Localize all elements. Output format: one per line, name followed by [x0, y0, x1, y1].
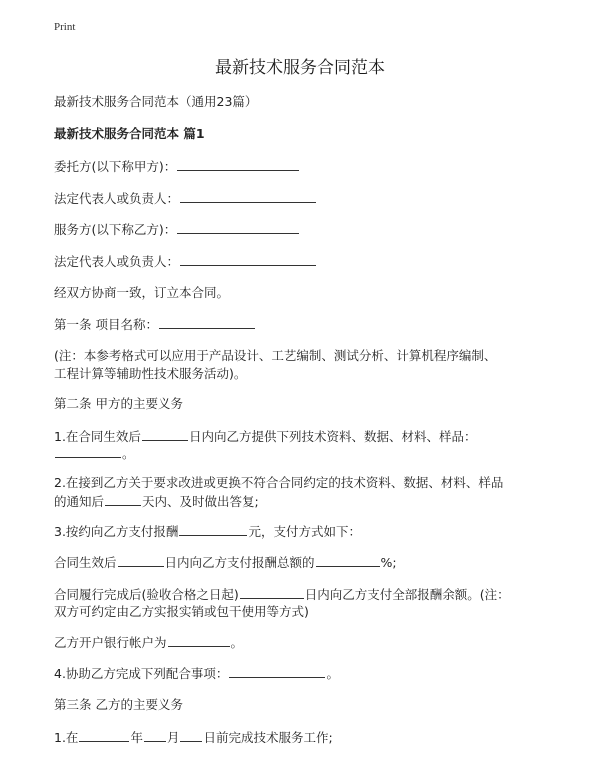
client-label: 委托方(以下称甲方)： — [54, 159, 177, 174]
item2-line-1: 2.在接到乙方关于要求改进或更换不符合合同约定的技术资料、数据、材料、样品 — [54, 475, 504, 490]
project-name-blank — [159, 315, 255, 329]
agreement-text: 经双方协商一致，订立本合同。 — [54, 285, 230, 300]
year-blank — [79, 728, 129, 742]
item4-end: 。 — [326, 666, 339, 681]
item3-row — [54, 522, 361, 540]
payment2-text-b: 日内向乙方支付全部报酬余额。(注： — [304, 587, 510, 602]
item4-row — [54, 664, 339, 682]
article3-heading: 第三条 乙方的主要义务 — [54, 697, 183, 712]
item1-row — [54, 427, 476, 445]
payment1-text-a: 合同生效后 — [54, 555, 117, 570]
provider-rep-label: 法定代表人或负责人： — [54, 254, 180, 269]
client-rep-label: 法定代表人或负责人： — [54, 191, 180, 206]
article1-label: 第一条 项目名称： — [54, 317, 158, 332]
bank-row — [54, 633, 243, 651]
provider-rep-blank — [180, 252, 316, 266]
item2-text-c: 天内、及时做出答复; — [142, 494, 259, 509]
document-title: 最新技术服务合同范本 — [215, 58, 385, 78]
client-field-row — [54, 157, 300, 175]
item1-text-b: 日内向乙方提供下列技术资料、数据、材料、样品： — [188, 429, 477, 444]
note-line-2: 工程计算等辅助性技术服务活动)。 — [54, 366, 247, 381]
item1-continuation — [54, 444, 135, 462]
deadline-text-a: 1.在 — [54, 730, 79, 745]
item1-materials-blank — [55, 444, 121, 458]
item4-blank — [229, 664, 325, 678]
deadline-row — [54, 728, 333, 746]
payment2-text-a: 合同履行完成后(验收合格之日起) — [54, 587, 239, 602]
payment1-text-b: 日内向乙方支付报酬总额的 — [164, 555, 315, 570]
item1-text-a: 1.在合同生效后 — [54, 429, 141, 444]
provider-field-row — [54, 220, 300, 238]
item2-text-b: 的通知后 — [54, 494, 105, 509]
bank-end: 。 — [230, 635, 244, 650]
payment1-percent-blank — [316, 553, 380, 567]
document-subtitle: 最新技术服务合同范本（通用23篇） — [54, 94, 258, 109]
client-rep-field-row — [54, 189, 317, 207]
month-label: 月 — [166, 730, 180, 745]
year-label: 年 — [130, 730, 143, 745]
item3-amount-blank — [179, 522, 247, 536]
note-line-1: (注：本参考格式可以应用于产品设计、工艺编制、测试分析、计算机程序编制、 — [54, 348, 497, 363]
item2-line-2 — [54, 492, 259, 510]
article1-row — [54, 315, 256, 333]
payment1-text-c: %; — [380, 555, 397, 570]
article2-heading: 第二条 甲方的主要义务 — [54, 396, 183, 411]
client-blank — [177, 157, 299, 171]
bank-label: 乙方开户银行帐户为 — [54, 635, 167, 650]
client-rep-blank — [180, 189, 316, 203]
print-link[interactable]: Print — [54, 21, 76, 33]
bank-account-blank — [168, 633, 230, 647]
item1-end: 。 — [122, 446, 135, 461]
day-blank — [180, 728, 202, 742]
item3-text-b: 元，支付方式如下： — [248, 524, 361, 539]
item4-label: 4.协助乙方完成下列配合事项： — [54, 666, 229, 681]
payment1-days-blank — [118, 553, 164, 567]
provider-label: 服务方(以下称乙方)： — [54, 222, 177, 237]
provider-blank — [177, 220, 299, 234]
item1-days-blank — [142, 427, 188, 441]
payment2-note: 双方可约定由乙方实报实销或包干使用等方式) — [54, 604, 309, 619]
payment2-row — [54, 585, 510, 603]
month-blank — [144, 728, 166, 742]
payment2-days-blank — [240, 585, 304, 599]
deadline-text-d: 日前完成技术服务工作; — [203, 730, 333, 745]
item2-days-blank — [105, 492, 141, 506]
provider-rep-field-row — [54, 252, 317, 270]
item3-text-a: 3.按约向乙方支付报酬 — [54, 524, 179, 539]
section-heading: 最新技术服务合同范本 篇1 — [54, 126, 205, 141]
payment1-row — [54, 553, 397, 571]
